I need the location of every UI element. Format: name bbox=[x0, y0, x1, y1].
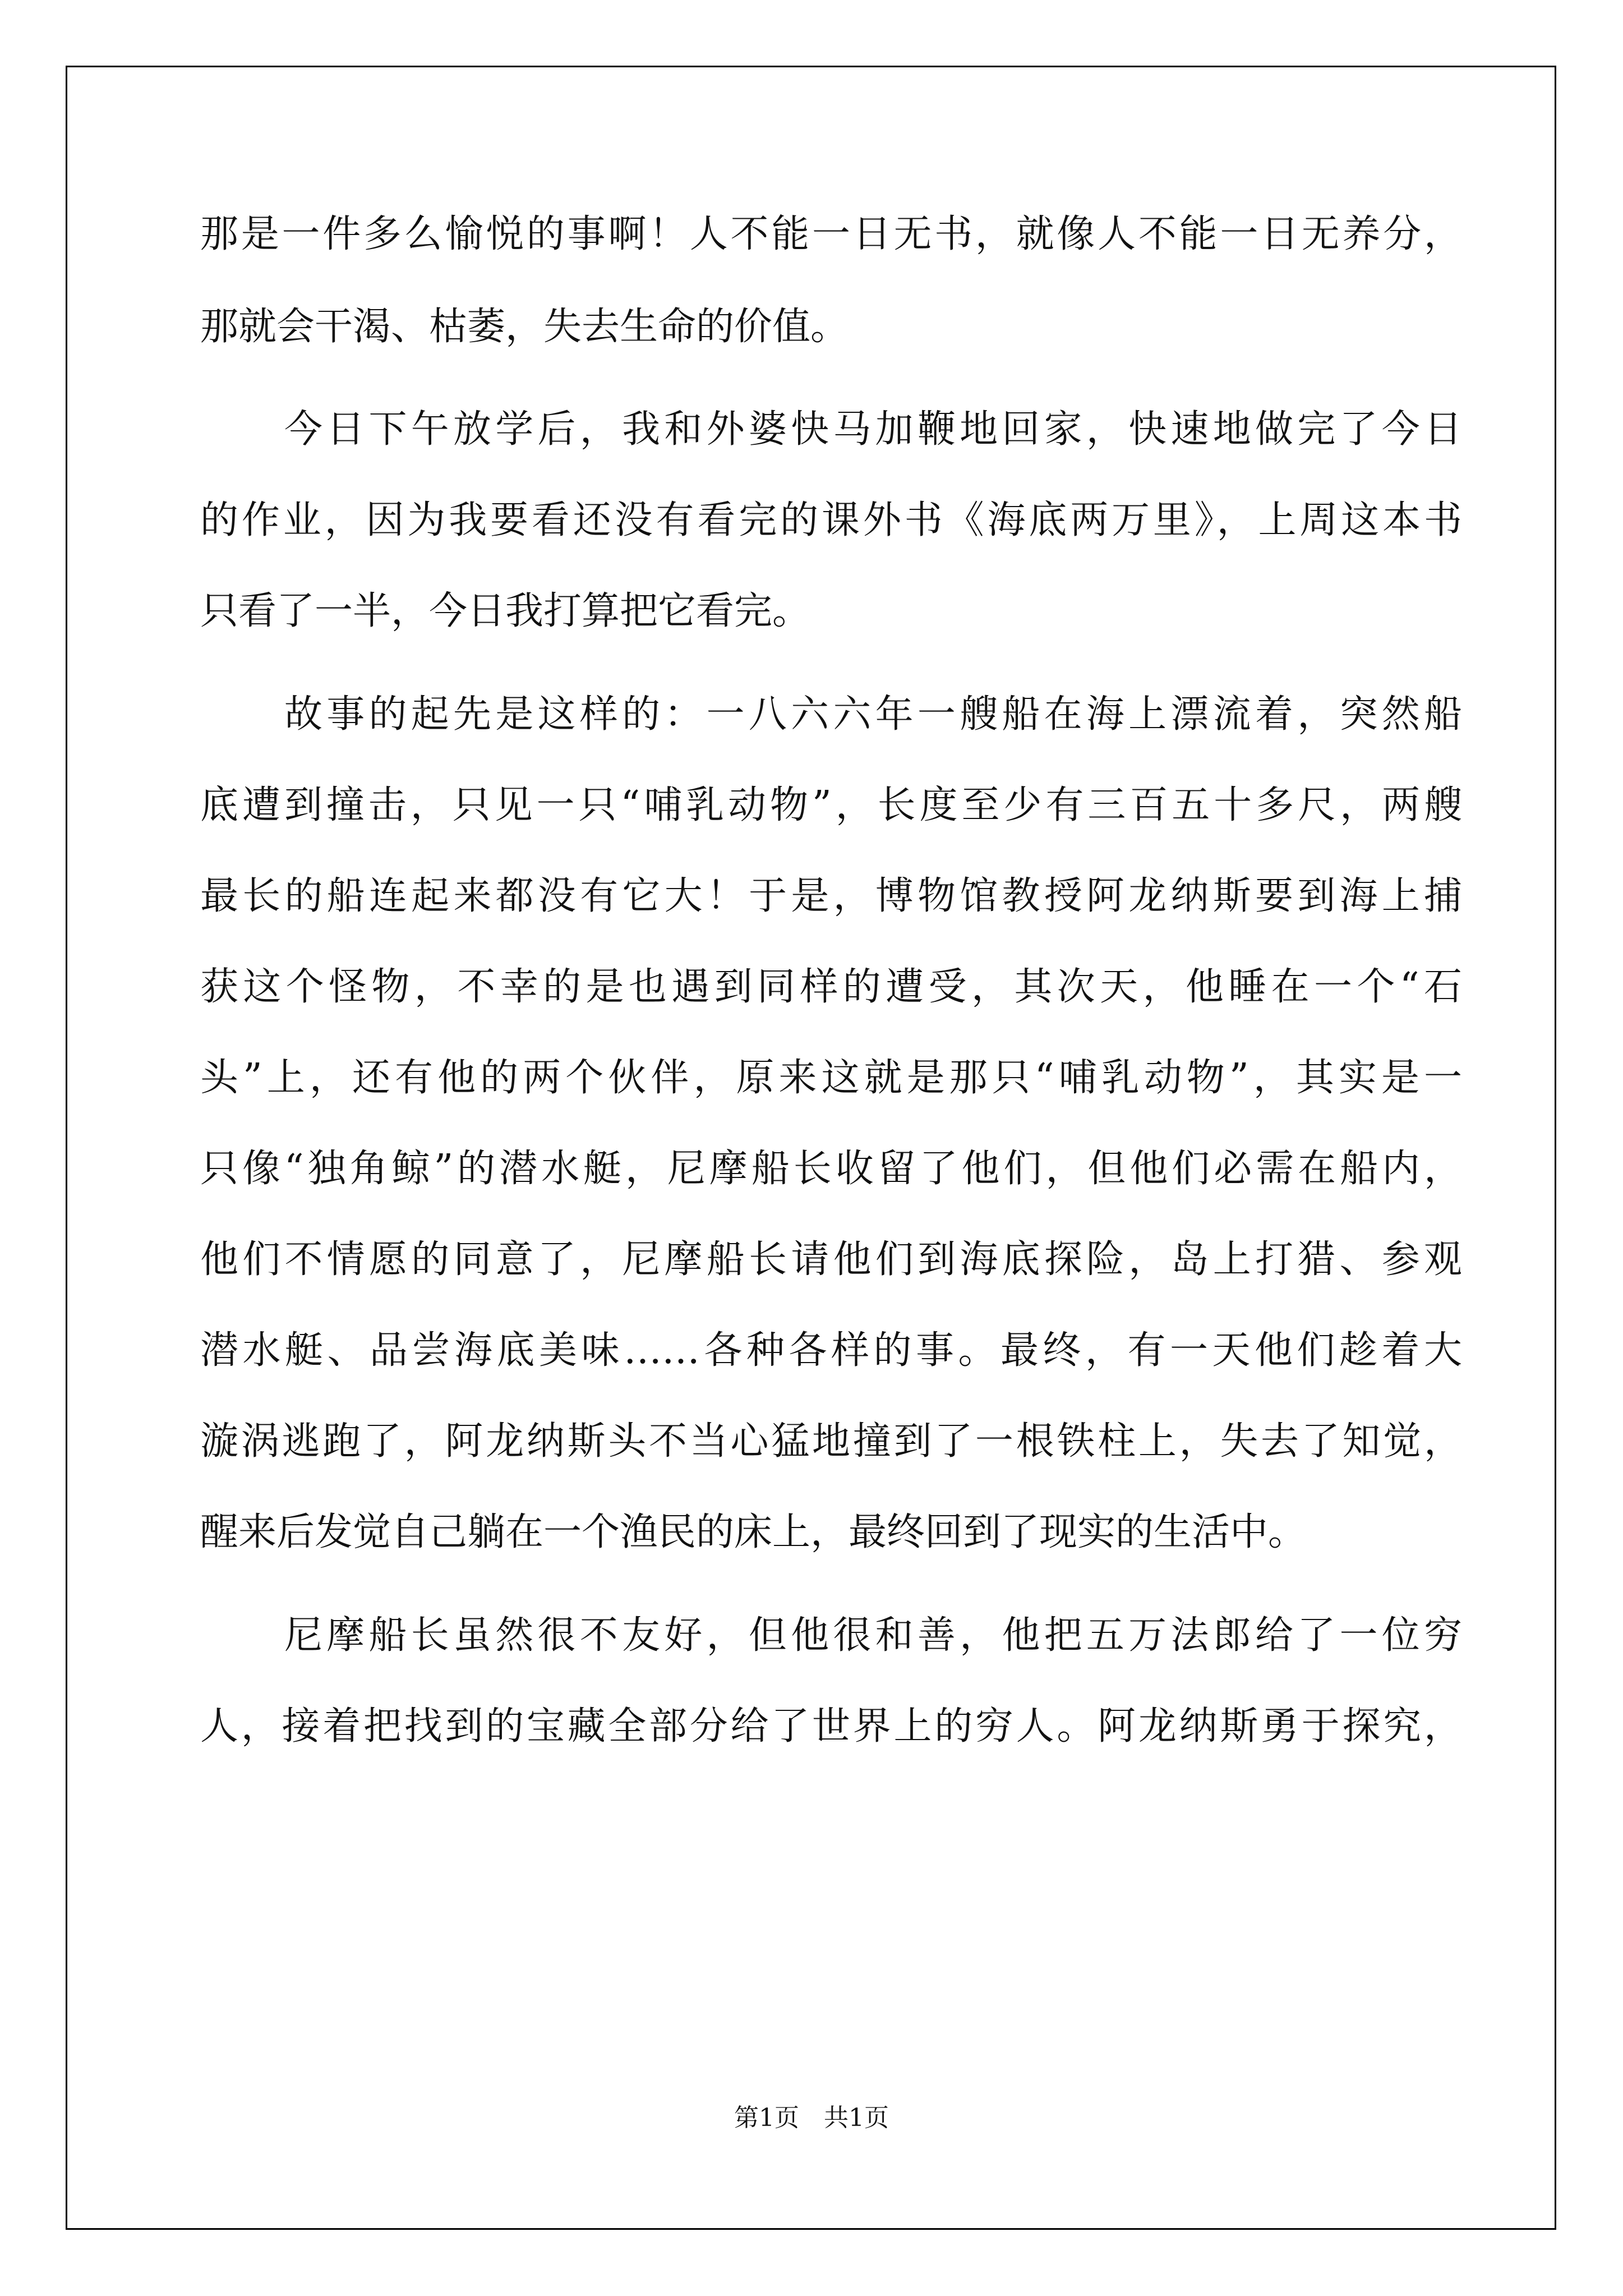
text-line: 底遭到撞击，只见一只“哺乳动物”，长度至少有三百五十多尺，两艘 bbox=[200, 783, 1462, 827]
text-line: 他们不情愿的同意了，尼摩船长请他们到海底探险，岛上打猎、参观 bbox=[200, 1237, 1462, 1282]
paragraph-start-line: 尼摩船长虽然很不友好，但他很和善，他把五万法郎给了一位穷 bbox=[284, 1613, 1462, 1658]
text-line: 头”上，还有他的两个伙伴，原来这就是那只“哺乳动物”，其实是一 bbox=[200, 1056, 1462, 1100]
text-line: 只像“独角鲸”的潜水艇，尼摩船长收留了他们，但他们必需在船内， bbox=[200, 1147, 1462, 1191]
paragraph-start-line: 今日下午放学后，我和外婆快马加鞭地回家，快速地做完了今日 bbox=[284, 407, 1462, 452]
text-line: 那是一件多么愉悦的事啊！人不能一日无书，就像人不能一日无养分， bbox=[200, 212, 1462, 256]
page-number-footer: 第1页 共1页 bbox=[734, 2104, 889, 2132]
paragraph-start-line: 故事的起先是这样的：一八六六年一艘船在海上漂流着，突然船 bbox=[284, 692, 1462, 737]
text-line: 漩涡逃跑了，阿龙纳斯头不当心猛地撞到了一根铁柱上，失去了知觉， bbox=[200, 1419, 1462, 1464]
document-body bbox=[200, 0, 1462, 2076]
text-line: 潜水艇、品尝海底美味……各种各样的事。最终，有一天他们趁着大 bbox=[200, 1328, 1462, 1373]
text-line: 只看了一半，今日我打算把它看完。 bbox=[200, 589, 811, 633]
text-line: 人，接着把找到的宝藏全部分给了世界上的穷人。阿龙纳斯勇于探究， bbox=[200, 1704, 1462, 1749]
text-line: 的作业，因为我要看还没有看完的课外书《海底两万里》，上周这本书 bbox=[200, 498, 1462, 542]
text-line: 获这个怪物，不幸的是也遇到同样的遭受，其次天，他睡在一个“石 bbox=[200, 965, 1462, 1009]
text-line: 醒来后发觉自己躺在一个渔民的床上，最终回到了现实的生活中。 bbox=[200, 1510, 1307, 1554]
text-line: 那就会干渴、枯萎，失去生命的价值。 bbox=[200, 305, 849, 349]
text-line: 最长的船连起来都没有它大！于是，博物馆教授阿龙纳斯要到海上捕 bbox=[200, 874, 1462, 918]
